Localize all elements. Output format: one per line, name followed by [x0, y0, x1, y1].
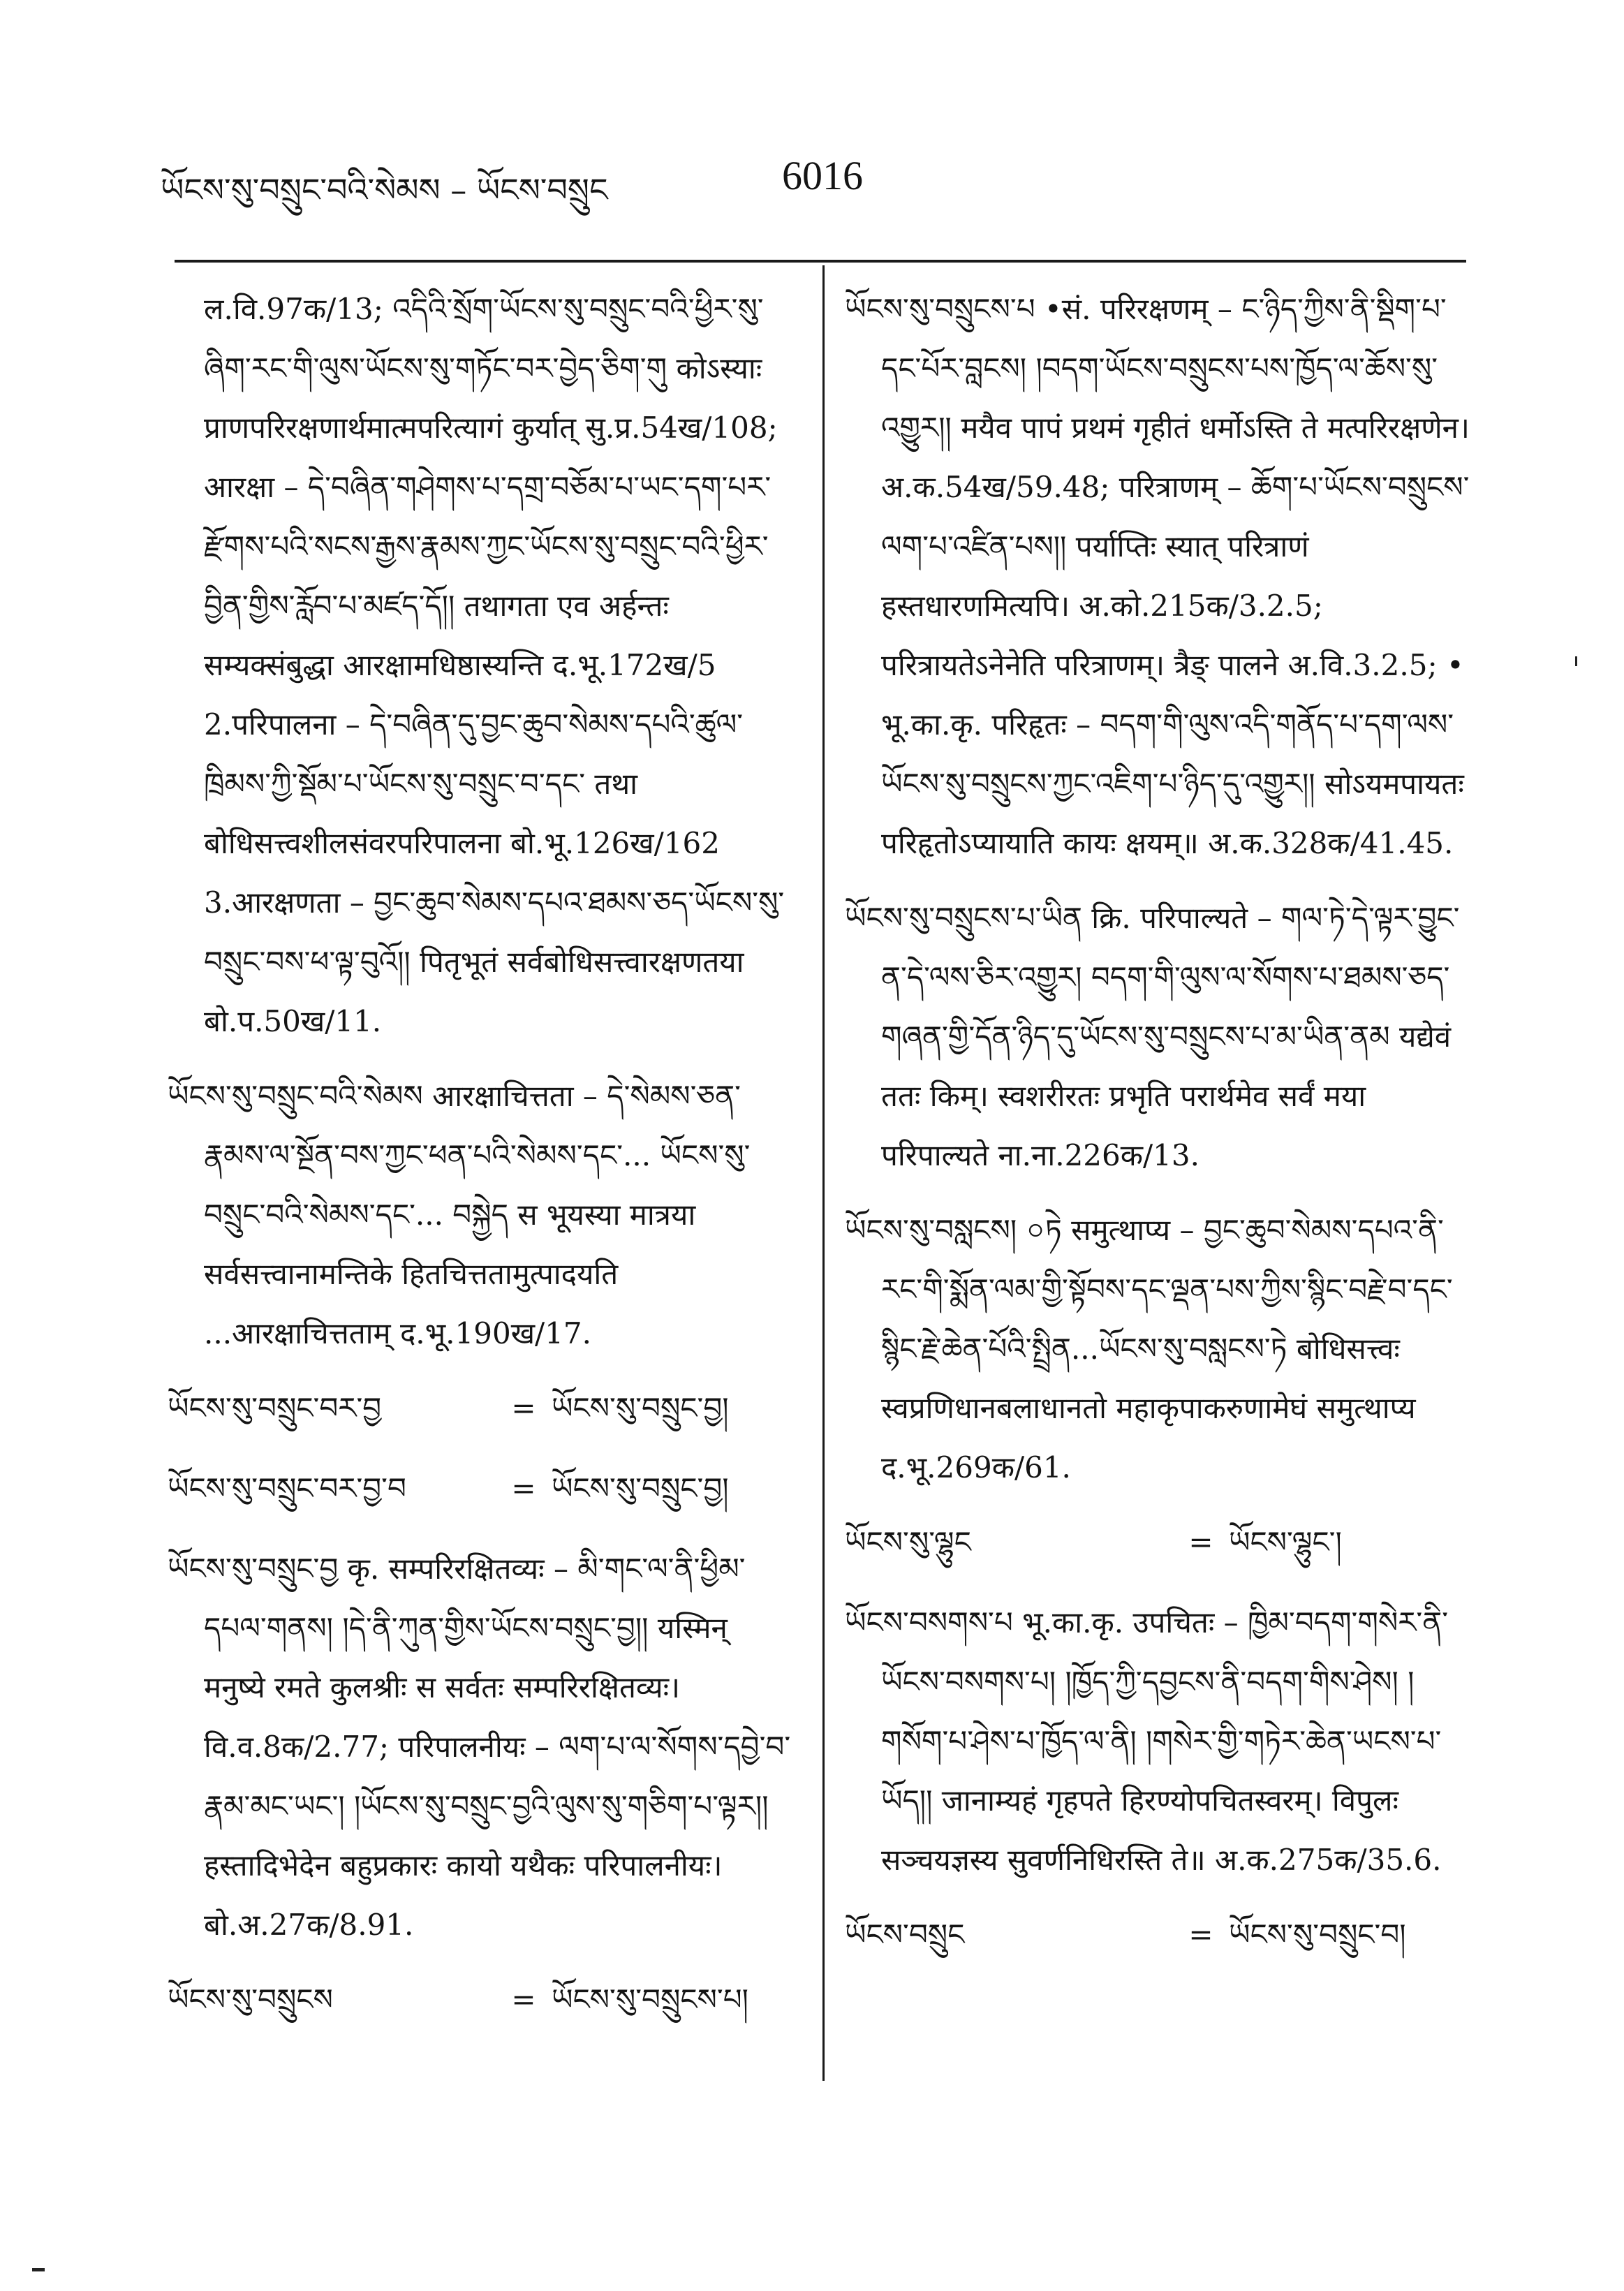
cross-reference-target: ཡོངས་སུ་བསྲུང་བྱ། — [552, 1391, 729, 1425]
equals-sign: = — [1188, 1917, 1213, 1952]
equals-sign: = — [511, 1982, 536, 2017]
cross-reference-target: ཡོངས་སུ་བསྲུངས་པ། — [552, 1982, 748, 2017]
equals-sign: = — [1188, 1525, 1213, 1559]
cross-reference-entry — [845, 1512, 1480, 1572]
header-rule — [175, 260, 1466, 263]
column-divider — [822, 265, 825, 2081]
headword: ཡོངས་སུ་བསྲུང་བར་བྱ — [168, 1391, 382, 1425]
entry-continuation: ल.वि.97क/13; འདིའི་སྲོག་ཡོངས་སུ་བསྲུང་བའི་ཕྱིར་སུ་ཞིག་རང་གི་ལུས་ཡོངས་སུ་གཏོང་བར་བྱེད་ཅིག་གུ कोऽस्याः प्राणपरिरक्षणार्थमात्मपरित्यागं कुर्यात् सु.प्र.54ख/108; आरक्षा – དེ་བཞིན་གཤེགས་པ་དགྲ་བཅོམ་པ་ཡང་དག་པར་རྫོགས་པའི་སངས་རྒྱས་རྣམས་ཀྱང་ཡོངས་སུ་བསྲུང་བའི་ཕྱིར་བྱིན་གྱིས་རློབ་པ་མཛད་དོ།། तथागता एव अर्हन्तः सम्यक्संबुद्धा आरक्षामधिष्ठास्यन्ति द.भू.172ख/5 2.परिपालना – དེ་བཞིན་དུ་བྱང་ཆུབ་སེམས་དཔའི་ཚུལ་ཁྲིམས་ཀྱི་སྡོམ་པ་ཡོངས་སུ་བསྲུང་བ་དང་ तथा बोधिसत्त्वशीलसंवरपरिपालना बो.भू.126ख/162 3.आरक्षणता – བྱང་ཆུབ་སེམས་དཔའ་ཐམས་ཅད་ཡོངས་སུ་བསྲུང་བས་ཕ་ལྟ་བུའོ།། पितृभूतं सर्वबोधिसत्त्वारक्षणतया बो.प.50ख/11. — [204, 292, 785, 1038]
cross-reference-entry — [168, 1378, 796, 1438]
dictionary-entry: ཡོངས་སུ་བསྲུང་བྱ कृ. सम्परिरक्षितव्यः – མི་གང་ལ་ནི་ཕྱིམ་དཔལ་གནས། །དེ་ནི་ཀུན་གྱིས་ཡོངས་བསྲུང་བྱ།། यस्मिन् मनुष्ये रमते कुलश्रीः स सर्वतः सम्परिरक्षितव्यः। वि.व.8क/2.77; परिपालनीयः – ལག་པ་ལ་སོགས་དབྱེ་བ་རྣམ་མང་ཡང་། །ཡོངས་སུ་བསྲུང་བྱའི་ལུས་སུ་གཅིག་པ་ལྟར།། हस्तादिभेदेन बहुप्रकारः कायो यथैकः परिपालनीयः। बो.अ.27क/8.91. — [168, 1552, 791, 1942]
headword: ཡོངས་སུ་བསྲུང་བར་བྱ་བ — [168, 1471, 406, 1505]
right-column — [845, 279, 1480, 1985]
dictionary-entry: ཡོངས་སུ་བསླངས། ০ཏེ समुत्थाप्य – བྱང་ཆུབ་སེམས་དཔའ་ནི་རང་གི་སྨོན་ལམ་གྱི་སྟོབས་དང་ལྡན་པས་ཀྱིས་སྙིང་བརྗེ་བ་དང་སྙིང་རྗེ་ཆེན་པོའི་སྤྲིན...ཡོངས་སུ་བསླངས་ཏེ बोधिसत्त्वः स्वप्रणिधानबलाधानतो महाकृपाकरुणामेघं समुत्थाप्य द.भू.269क/61. — [845, 1213, 1453, 1485]
cross-reference-target: ཡོངས་ལྷུང་། — [1229, 1525, 1342, 1559]
running-header: ཡོངས་སུ་བསྲུང་བའི་སེམས – ཡོངས་བསྲུང — [161, 171, 608, 209]
headword: ཡོངས་སུ་བསྲུངས — [168, 1982, 333, 2017]
page-number: 6016 — [782, 153, 863, 198]
cross-reference-target: ཡོངས་སུ་བསྲུང་བྱ། — [552, 1471, 729, 1505]
cross-reference-entry — [845, 1905, 1480, 1964]
margin-mark — [1575, 656, 1577, 666]
dictionary-entry: ཡོངས་སུ་བསྲུངས་པ •सं. परिरक्षणम् – ང་ཉིད་ཀྱིས་ནི་སྡིག་པ་དང་པོར་བླངས། །བདག་ཡོངས་བསྲུངས་པས་ཁྱོད་ལ་ཆོས་སུ་འགྱུར།། मयैव पापं प्रथमं गृहीतं धर्मोऽस्ति ते मत्परिरक्षणेन। अ.क.54ख/59.48; परित्राणम् – ཆོག་པ་ཡོངས་བསྲུངས་ལག་པ་འཛིན་པས།། पर्याप्तिः स्यात् परित्राणं हस्तधारणमित्यपि। अ.को.215क/3.2.5; परित्रायतेऽनेनेति परित्राणम्। त्रैङ् पालने अ.वि.3.2.5; • भू.का.कृ. परिहृतः – བདག་གི་ལུས་འདི་གནོད་པ་དག་ལས་ཡོངས་སུ་བསྲུངས་ཀྱང་འཇིག་པ་ཉིད་དུ་འགྱུར།། सोऽयमपायतः परिहृतोऽप्यायाति कायः क्षयम्॥ अ.क.328क/41.45. — [845, 292, 1470, 860]
equals-sign: = — [511, 1391, 536, 1425]
dictionary-entry: ཡོངས་བསགས་པ भू.का.कृ. उपचितः – ཁྱིམ་བདག་གསེར་ནི་ཡོངས་བསགས་པ། །ཁྱོད་ཀྱི་དབྱངས་ནི་བདག་གིས་ཤེས། །གསོག་པ་ཤེས་པ་ཁྱོད་ལ་ནི། །གསེར་གྱི་གཏེར་ཆེན་ཡངས་པ་ཡོད།། जानाम्यहं गृहपते हिरण्योपचितस्वरम्। विपुलः सञ्चयज्ञस्य सुवर्णनिधिरस्ति ते॥ अ.क.275क/35.6. — [845, 1605, 1449, 1877]
dictionary-entry: ཡོངས་སུ་བསྲུངས་པ་ཡིན क्रि. परिपाल्यते – གལ་ཏེ་དེ་ལྟར་བྱུང་ན་དེ་ལས་ཅིར་འགྱུར། བདག་གི་ལུས་ལ་སོགས་པ་ཐམས་ཅད་གཞན་གྱི་དོན་ཉིད་དུ་ཡོངས་སུ་བསྲུངས་པ་མ་ཡིན་ནམ यद्येवं ततः किम्। स्वशरीरतः प्रभृति परार्थमेव सर्वं मया परिपाल्यते ना.ना.226क/13. — [845, 901, 1460, 1172]
cross-reference-target: ཡོངས་སུ་བསྲུང་བ། — [1229, 1917, 1406, 1952]
scan-mark — [32, 2268, 45, 2271]
left-column — [168, 279, 796, 2050]
headword: ཡོངས་བསྲུང — [845, 1917, 965, 1952]
equals-sign: = — [511, 1471, 536, 1505]
cross-reference-entry — [168, 1970, 796, 2029]
dictionary-entry: ཡོངས་སུ་བསྲུང་བའི་སེམས आरक्षाचित्तता – དེ་སེམས་ཅན་རྣམས་ལ་སྔོན་བས་ཀྱང་ཕན་པའི་སེམས་དང་... ཡོངས་སུ་བསྲུང་བའི་སེམས་དང་... བསྐྱེད स भूयस्या मात्रया सर्वसत्त्वानामन्तिके हितचित्ततामुत्पादयति ...आरक्षाचित्तताम् द.भू.190ख/17. — [168, 1079, 751, 1350]
headword: ཡོངས་སུ་ལྷུང — [845, 1525, 971, 1559]
cross-reference-entry — [168, 1459, 796, 1518]
